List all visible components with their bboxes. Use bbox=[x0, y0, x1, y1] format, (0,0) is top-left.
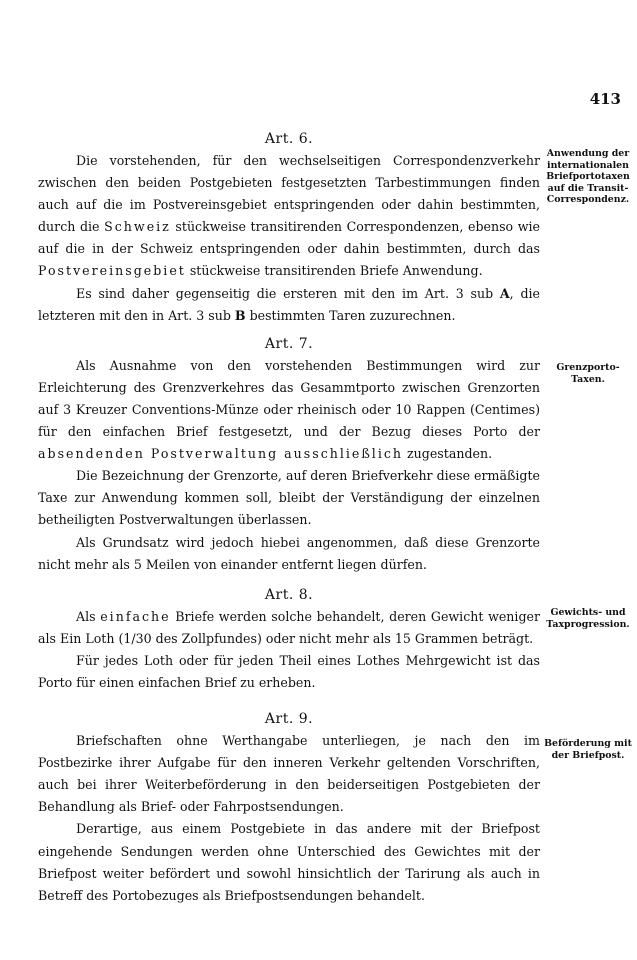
marginal-line: Taxprogression. bbox=[546, 618, 630, 630]
bold-text: A bbox=[499, 285, 510, 301]
text-run: Die vorstehenden, für den wechselseitigen Correspondenzverkehr zwischen den beiden Postgebieten festgesetzten Tarbestimmungen finden auch auf die im Postvereinsgebiet entspringenden oder dahin bestimmten, durch die bbox=[38, 153, 540, 235]
article-6-heading: Art. 6. bbox=[264, 131, 314, 147]
article-8-paragraph-1 bbox=[38, 606, 540, 650]
bold-text: B bbox=[234, 307, 246, 323]
article-6-paragraph-2 bbox=[38, 283, 540, 327]
text-run: Als bbox=[76, 608, 101, 624]
article-8-paragraph-2: Für jedes Loth oder für jeden Theil eines Lothes Mehrgewicht ist das Porto für einen einfachen Brief zu erheben. bbox=[38, 652, 540, 690]
text-run: Briefe werden solche behandelt, deren Gewicht weniger als Ein Loth (1/30 des Zollpfundes) oder nicht mehr als 15 Grammen beträgt. bbox=[38, 608, 540, 646]
marginal-line: Correspondenz. bbox=[546, 194, 630, 205]
marginal-line: Anwendung der bbox=[546, 148, 630, 159]
article-9-heading: Art. 9. bbox=[264, 711, 314, 728]
marginal-line: Gewichts- und bbox=[550, 607, 626, 618]
marginal-note-art-9 bbox=[543, 738, 633, 761]
text-run: zugestanden. bbox=[403, 446, 493, 462]
page-number: 413 bbox=[589, 90, 621, 108]
text-run: stückweise transitirenden Briefe Anwendung. bbox=[185, 263, 483, 279]
article-7-paragraph-1 bbox=[38, 355, 540, 465]
article-9-paragraph-2: Derartige, aus einem Postgebiete in das andere mit der Briefpost eingehende Sendungen werden ohne Unterschied des Gewichtes mit der Briefpost weiter befördert und sowohl hinsichtlich der Tarirung als auch in Betreff des Portobezuges als Briefpostsendungen behandelt. bbox=[38, 821, 540, 903]
article-9-paragraph-1: Briefschaften ohne Werthangabe unterliegen, je nach den im Postbezirke ihrer Aufgabe für den inneren Verkehr geltenden Vorschriften, auch bei ihrer Weiterbeförderung in den beiderseitigen Postgebieten der Behandlung als Brief- oder Fahrpostsendungen. bbox=[38, 733, 540, 815]
marginal-line: der Briefpost. bbox=[551, 749, 625, 761]
spaced-text: einfache bbox=[100, 608, 171, 624]
spaced-text: Postvereinsgebiet bbox=[38, 263, 186, 279]
text-run: Es sind daher gegenseitig die ersteren mit den im Art. 3 sub bbox=[76, 285, 500, 301]
main-text-column bbox=[38, 128, 540, 907]
marginal-line: auf die Transit- bbox=[547, 182, 629, 194]
marginal-note-art-8 bbox=[543, 607, 633, 630]
spaced-text: Schweiz bbox=[104, 219, 171, 235]
marginal-line: Beförderung mit bbox=[544, 738, 632, 749]
article-8-heading: Art. 8. bbox=[264, 586, 314, 603]
marginal-note-art-7 bbox=[543, 362, 633, 385]
text-run: , die letzteren mit den in Art. 3 sub bbox=[38, 285, 540, 323]
text-run: bestimmten Taren zuzurechnen. bbox=[245, 307, 456, 323]
text-run: Als Ausnahme von den vorstehenden Bestimmungen wird zur Erleichterung des Grenzverkehres das Gesammtporto zwischen Grenzorten auf 3 Kreuzer Conventions-Münze oder rheinisch oder 10 Rappen (Centimes) für den einfachen Brief festgesetzt, und der Bezug dieses Porto der bbox=[38, 357, 540, 440]
article-7-paragraph-3: Als Grundsatz wird jedoch hiebei angenommen, daß diese Grenzorte nicht mehr als 5 Meilen von einander entfernt liegen dürfen. bbox=[38, 534, 540, 572]
text-run: stückweise transitirenden Correspondenzen, ebenso wie auf die in der Schweiz entspringenden oder dahin bestimmten, durch das bbox=[38, 219, 540, 257]
article-7-paragraph-2: Die Bezeichnung der Grenzorte, auf deren Briefverkehr diese ermäßigte Taxe zur Anwendung kommen soll, bleibt der Verständigung der einzelnen betheiligten Postverwaltungen überlassen. bbox=[38, 468, 540, 528]
marginal-line: Taxen. bbox=[571, 373, 605, 385]
marginal-line: internationalen bbox=[547, 159, 629, 171]
article-6-paragraph-1 bbox=[38, 150, 540, 283]
marginal-note-art-6 bbox=[543, 148, 633, 206]
marginal-line: Grenzporto- bbox=[556, 362, 620, 373]
article-7-heading: Art. 7. bbox=[264, 335, 314, 352]
marginal-line: Briefportotaxen bbox=[546, 171, 630, 182]
spaced-text: absendenden Postverwaltung ausschließlich bbox=[38, 446, 404, 462]
